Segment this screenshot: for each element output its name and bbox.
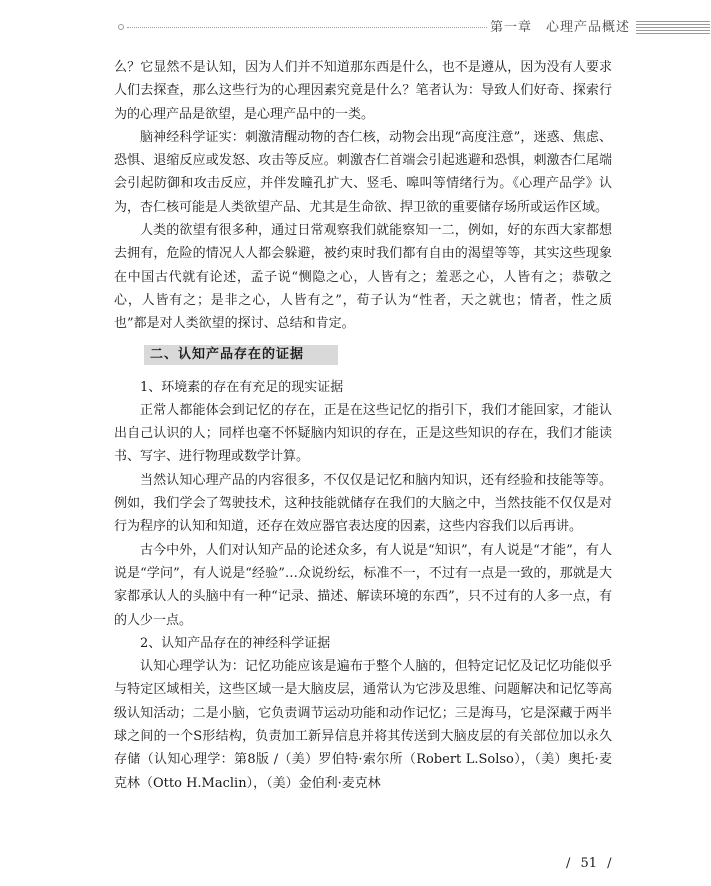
chapter-title: 第一章 心理产品概述: [490, 20, 631, 35]
page-body: [114, 56, 612, 795]
section-heading: 二、认知产品存在的证据: [144, 345, 338, 365]
paragraph-neuroscience: 脑神经科学证实：刺激清醒动物的杏仁核，动物会出现“高度注意”，迷惑、焦虑、恐惧、退缩反应或发怒、攻击等反应。刺激杏仁首端会引起逃避和恐惧，刺激杏仁尾端会引起防御和攻击反应，并伴发瞳孔扩大、竖毛、嗥叫等情绪行为。《心理产品学》认为，杏仁核可能是人类欲望产品、尤其是生命欲、捍卫欲的重要储存场所或运作区域。: [114, 129, 612, 215]
paragraph-history: 古今中外，人们对认知产品的论述众多，有人说是“知识”，有人说是“才能”，有人说是“学问”，有人说是“经验”…众说纷纭，标准不一，不过有一点是一致的，那就是大家都承认人的头脑中有一种“记录、描述、解读环境的东西”，只不过有的人多一点，有的人少一点。: [114, 542, 612, 628]
header-ring-ornament: [118, 24, 124, 30]
paragraph-desires: 人类的欲望有很多种，通过日常观察我们就能察知一二，例如，好的东西大家都想去拥有，危险的情况人人都会躲避，被约束时我们都有自由的渴望等等，其实这些现象在中国古代就有论述，孟子说“恻隐之心，人皆有之；羞恶之心，人皆有之；恭敬之心，人皆有之；是非之心，人皆有之”，荀子认为“性者，天之就也；情者，性之质也”都是对人类欲望的探讨、总结和肯定。: [114, 223, 612, 332]
subsection-heading-2: 2、认知产品存在的神经科学证据: [140, 635, 331, 651]
paragraph-memory: 正常人都能体会到记忆的存在，正是在这些记忆的指引下，我们才能回家，才能认出自己认识的人；同样也毫不怀疑脑内知识的存在，正是这些知识的存在，我们才能读书、写字、进行物理或数学计算。: [114, 402, 612, 465]
header-dotted-rule: [127, 27, 487, 28]
paragraph-skills: 当然认知心理产品的内容很多，不仅仅是记忆和脑内知识，还有经验和技能等等。例如，我们学会了驾驶技术，这种技能就储存在我们的大脑之中，当然技能不仅仅是对行为程序的认知和知道，还存在效应器官表达度的因素，这些内容我们以后再讲。: [114, 472, 612, 535]
paragraph-continued: 么？它显然不是认知，因为人们并不知道那东西是什么，也不是遵从，因为没有人要求人们去探查，那么这些行为的心理因素究竟是什么？笔者认为：导致人们好奇、探索行为的心理产品是欲望，是心理产品中的一类。: [114, 60, 612, 122]
paragraph-cognitive-psychology: 认知心理学认为：记忆功能应该是遍布于整个人脑的，但特定记忆及记忆功能似乎与特定区域相关，这些区域一是大脑皮层，通常认为它涉及思维、问题解决和记忆等高级认知活动；二是小脑，它负责调节运动功能和动作记忆；三是海马，它是深藏于两半球之间的一个S形结构，负责加工新异信息并将其传送到大脑皮层的有关部位加以永久存储（认知心理学：第8版 /（美）罗伯特·索尔所（Robert L.Solso），（美）奥托·麦克林（Otto H.Maclin），（美）金伯利·麦克林: [114, 659, 612, 791]
running-header: [118, 18, 710, 38]
page-number: / 51 /: [566, 856, 612, 871]
header-stripe-ornament: [636, 21, 710, 34]
subsection-heading-1: 1、环境素的存在有充足的现实证据: [140, 379, 344, 395]
